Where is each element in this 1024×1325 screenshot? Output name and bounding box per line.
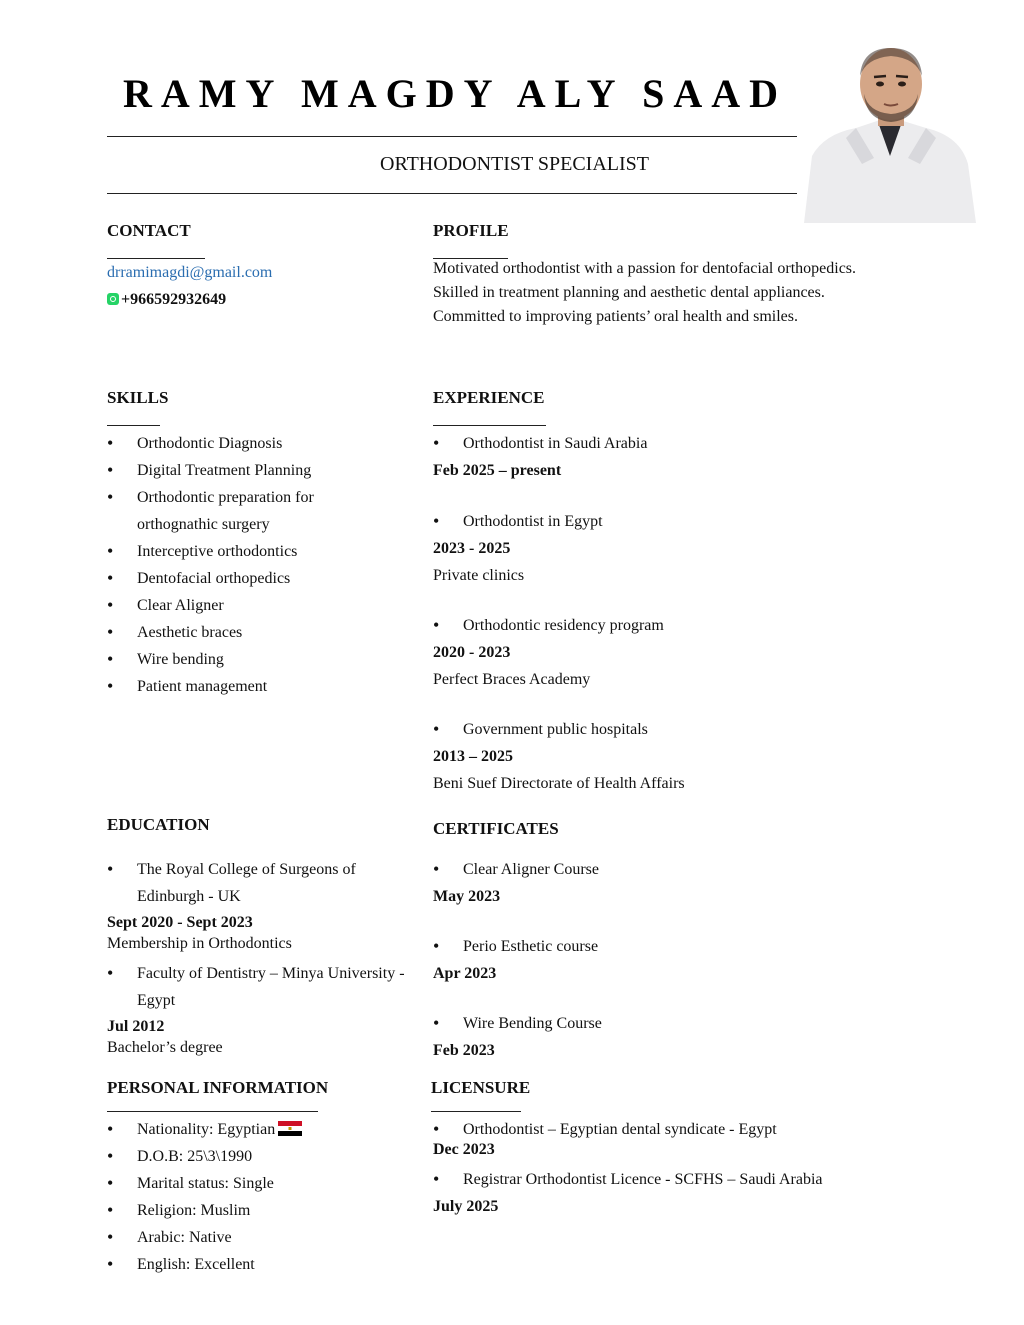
skill-item: • Dentofacial orthopedics xyxy=(107,565,367,592)
profile-text xyxy=(433,257,856,329)
experience-entry xyxy=(433,612,853,693)
education-school: • The Royal College of Surgeons of Edinburgh - UK xyxy=(107,856,422,910)
education-dates: Sept 2020 - Sept 2023 xyxy=(107,914,253,931)
personal-item xyxy=(107,1116,407,1143)
experience-dates: 2023 - 2025 xyxy=(433,540,511,557)
profile-line: Committed to improving patients’ oral health and smiles. xyxy=(433,308,798,325)
experience-entry xyxy=(433,716,853,797)
experience-place: Beni Suef Directorate of Health Affairs xyxy=(433,775,685,792)
skill-item: • Digital Treatment Planning xyxy=(107,457,367,484)
profile-line: Motivated orthodontist with a passion for dentofacial orthopedics. xyxy=(433,260,857,277)
experience-dates: Feb 2025 – present xyxy=(433,462,562,479)
certificate-date: Apr 2023 xyxy=(433,965,497,982)
egypt-flag-icon xyxy=(278,1121,302,1136)
experience-heading: EXPERIENCE xyxy=(433,388,545,407)
contact-underline xyxy=(107,258,205,259)
experience-underline xyxy=(433,425,546,426)
skill-item: • Wire bending xyxy=(107,646,367,673)
experience-role: • Orthodontist in Egypt xyxy=(433,508,853,535)
skill-item: • Interceptive orthodontics xyxy=(107,538,367,565)
personal-item: • Arabic: Native xyxy=(107,1224,407,1251)
skill-item: • Orthodontic Diagnosis xyxy=(107,430,367,457)
skills-heading: SKILLS xyxy=(107,388,169,407)
whatsapp-icon xyxy=(107,293,119,305)
header-divider-bottom xyxy=(107,193,797,194)
licensure-date: July 2025 xyxy=(433,1198,499,1215)
licensure-heading: LICENSURE xyxy=(431,1078,531,1097)
experience-entry xyxy=(433,508,853,589)
certificate-name: • Wire Bending Course xyxy=(433,1010,853,1037)
job-title: ORTHODONTIST SPECIALIST xyxy=(380,153,649,175)
personal-list xyxy=(107,1116,407,1278)
experience-role: • Orthodontist in Saudi Arabia xyxy=(433,430,853,457)
personal-item: • D.O.B: 25\3\1990 xyxy=(107,1143,407,1170)
experience-dates: 2020 - 2023 xyxy=(433,644,511,661)
experience-dates: 2013 – 2025 xyxy=(433,748,513,765)
certificate-entry xyxy=(433,1010,853,1064)
certificate-entry xyxy=(433,933,853,987)
licensure-date: Dec 2023 xyxy=(433,1141,495,1158)
contact-email[interactable]: drramimagdi@gmail.com xyxy=(107,264,273,281)
certificate-date: May 2023 xyxy=(433,888,501,905)
certificate-name: • Perio Esthetic course xyxy=(433,933,853,960)
education-school: • Faculty of Dentistry – Minya University - Egypt xyxy=(107,960,427,1014)
certificates-heading: CERTIFICATES xyxy=(433,819,559,838)
licensure-entry xyxy=(433,1116,883,1157)
skill-item: • Clear Aligner xyxy=(107,592,367,619)
licensure-entry xyxy=(433,1166,883,1220)
certificate-name: • Clear Aligner Course xyxy=(433,856,853,883)
experience-place: Private clinics xyxy=(433,567,525,584)
skill-item: • Orthodontic preparation for orthognathic surgery xyxy=(107,484,367,538)
licensure-name: • Registrar Orthodontist Licence - SCFHS – Saudi Arabia xyxy=(433,1166,883,1193)
education-dates: Jul 2012 xyxy=(107,1018,165,1035)
personal-item: • Religion: Muslim xyxy=(107,1197,407,1224)
experience-entry xyxy=(433,430,853,484)
profile-line: Skilled in treatment planning and aesthetic dental appliances. xyxy=(433,284,825,301)
skills-list xyxy=(107,430,367,700)
experience-role: • Government public hospitals xyxy=(433,716,853,743)
education-degree: Bachelor’s degree xyxy=(107,1039,223,1056)
profile-heading: PROFILE xyxy=(433,221,509,240)
education-degree: Membership in Orthodontics xyxy=(107,935,292,952)
experience-role: • Orthodontic residency program xyxy=(433,612,853,639)
personal-heading: PERSONAL INFORMATION xyxy=(107,1078,329,1097)
education-entry xyxy=(107,856,422,952)
contact-phone-row[interactable] xyxy=(107,291,226,309)
personal-underline xyxy=(107,1111,318,1112)
personal-item: • English: Excellent xyxy=(107,1251,407,1278)
skill-item: • Patient management xyxy=(107,673,367,700)
experience-place: Perfect Braces Academy xyxy=(433,671,591,688)
contact-heading: CONTACT xyxy=(107,221,191,240)
personal-item: • Marital status: Single xyxy=(107,1170,407,1197)
certificate-entry xyxy=(433,856,853,910)
profile-photo xyxy=(804,46,976,223)
candidate-name: RAMY MAGDY ALY SAAD xyxy=(123,71,787,116)
education-heading: EDUCATION xyxy=(107,815,210,834)
skill-item: • Aesthetic braces xyxy=(107,619,367,646)
contact-phone: +966592932649 xyxy=(121,291,227,308)
licensure-underline xyxy=(431,1111,521,1112)
education-entry xyxy=(107,960,427,1056)
header-divider-top xyxy=(107,136,797,137)
personal-nationality: Nationality: Egyptian xyxy=(137,1121,276,1138)
licensure-name: • Orthodontist – Egyptian dental syndicate - Egypt xyxy=(433,1116,883,1143)
certificate-date: Feb 2023 xyxy=(433,1042,495,1059)
skills-underline xyxy=(107,425,160,426)
